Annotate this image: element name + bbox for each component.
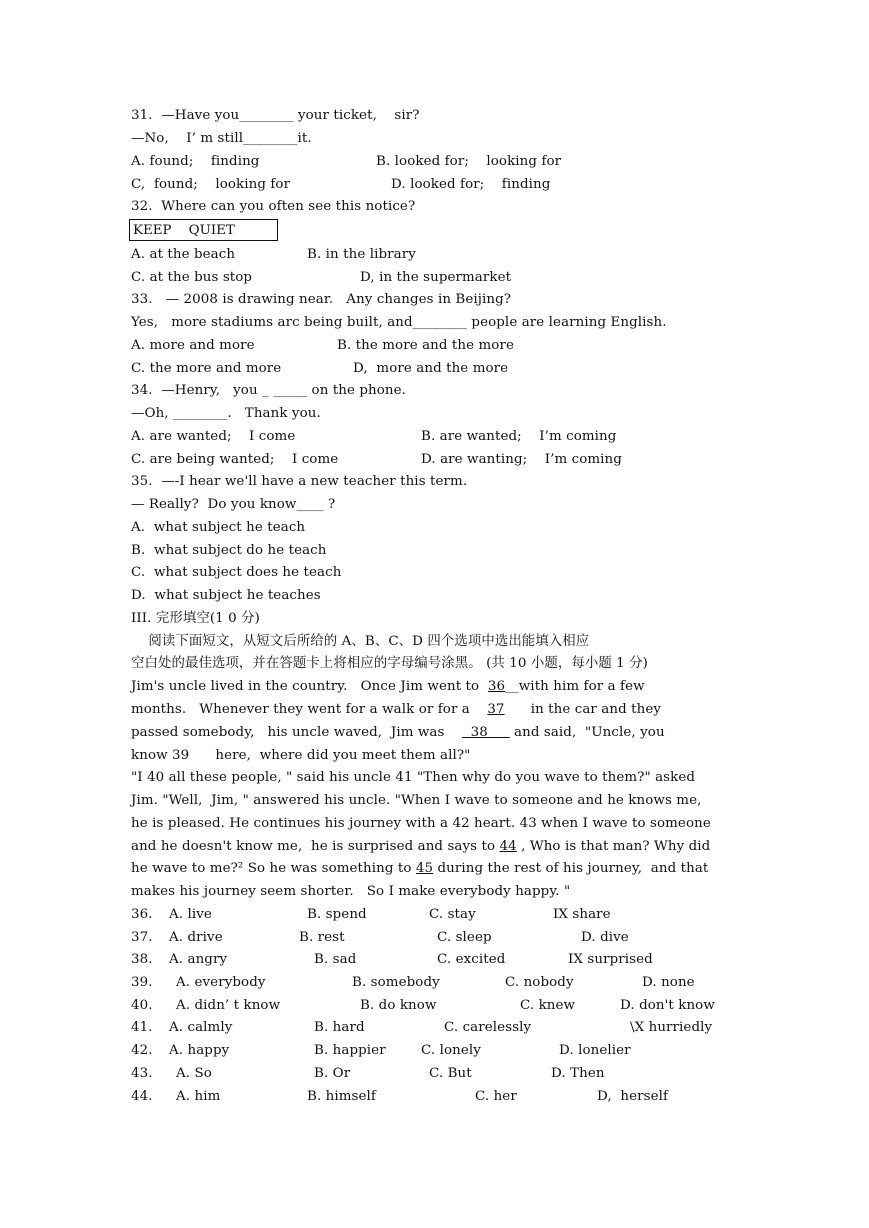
blank-36: 36 bbox=[487, 679, 506, 694]
q34-option-d: D. are wanting; I’m coming bbox=[421, 452, 622, 467]
q33-option-b: B. the more and the more bbox=[337, 338, 514, 353]
q31-reply: —No, I’ m still________it. bbox=[131, 131, 312, 146]
option-a: A. live bbox=[169, 907, 212, 922]
option-c: C. nobody bbox=[505, 975, 574, 990]
passage-text: , Who is that man? Why did bbox=[516, 839, 711, 854]
option-a: A. calmly bbox=[169, 1020, 233, 1035]
notice-text: KEEP QUIET bbox=[133, 223, 235, 238]
q34-option-b: B. are wanted; I’m coming bbox=[421, 429, 617, 444]
option-c: C. But bbox=[429, 1066, 472, 1081]
option-d: \X hurriedly bbox=[630, 1020, 713, 1035]
option-d: D. lonelier bbox=[559, 1043, 631, 1058]
option-b: B. hard bbox=[314, 1020, 365, 1035]
q32-option-c: C. at the bus stop bbox=[131, 270, 253, 285]
option-a: A. everybody bbox=[176, 975, 266, 990]
option-number: 37. bbox=[131, 930, 153, 945]
option-a: A. angry bbox=[169, 952, 228, 967]
option-d: D. none bbox=[642, 975, 695, 990]
passage-line: "I 40 all these people, " said his uncle 41 "Then why do you wave to them?" asked bbox=[131, 770, 696, 785]
q35-option-d: D. what subject he teaches bbox=[131, 588, 321, 603]
option-a: A. drive bbox=[169, 930, 223, 945]
passage-text: months. Whenever they went for a walk or for a bbox=[131, 702, 488, 717]
q34-stem: 34. —Henry, you _ _____ on the phone. bbox=[131, 383, 407, 398]
passage-line bbox=[131, 679, 751, 695]
option-number: 39. bbox=[131, 975, 153, 990]
option-number: 44. bbox=[131, 1089, 153, 1104]
passage-line bbox=[131, 725, 751, 741]
q31-option-b: B. looked for; looking for bbox=[376, 154, 562, 169]
option-b: B. happier bbox=[314, 1043, 386, 1058]
q33-option-c: C. the more and more bbox=[131, 361, 282, 376]
q34-option-a: A. are wanted; I come bbox=[131, 429, 296, 444]
passage-text: during the rest of his journey, and that bbox=[433, 861, 709, 876]
passage-line bbox=[131, 702, 751, 718]
q32-option-a: A. at the beach bbox=[131, 247, 236, 262]
option-d: D, herself bbox=[597, 1089, 669, 1104]
q34-option-c: C. are being wanted; I come bbox=[131, 452, 339, 467]
section-instructions-line2: 空白处的最佳选项，并在答题卡上将相应的字母编号涂黑。 (共 10 小题，每小题 1 分) bbox=[131, 656, 648, 671]
passage-line: he is pleased. He continues his journey with a 42 heart. 43 when I wave to someone bbox=[131, 816, 711, 831]
section-title: III. 完形填空(1 0 分) bbox=[131, 611, 260, 626]
option-b: B. spend bbox=[307, 907, 367, 922]
option-number: 40. bbox=[131, 998, 153, 1013]
blank-45: 45 bbox=[415, 861, 434, 876]
option-b: B. sad bbox=[314, 952, 357, 967]
option-b: B. himself bbox=[307, 1089, 376, 1104]
option-b: B. do know bbox=[360, 998, 437, 1013]
passage-text: he wave to me?² So he was something to bbox=[131, 861, 416, 876]
option-a: A. happy bbox=[169, 1043, 230, 1058]
q35-reply: — Really? Do you know____ ? bbox=[131, 497, 336, 512]
option-row bbox=[131, 1089, 751, 1201]
passage-line: makes his journey seem shorter. So I make everybody happy. " bbox=[131, 884, 571, 899]
option-number: 41. bbox=[131, 1020, 153, 1035]
q31-option-a: A. found; finding bbox=[131, 154, 260, 169]
blank-37: 37 bbox=[487, 702, 505, 717]
option-d: IX share bbox=[553, 907, 611, 922]
option-b: B. Or bbox=[314, 1066, 351, 1081]
q33-option-a: A. more and more bbox=[131, 338, 255, 353]
option-a: A. him bbox=[176, 1089, 221, 1104]
option-c: C. excited bbox=[437, 952, 506, 967]
notice-box bbox=[129, 219, 278, 241]
blank-44: 44 bbox=[499, 839, 517, 854]
option-c: C. sleep bbox=[437, 930, 492, 945]
passage-line: know 39 here, where did you meet them all?" bbox=[131, 748, 471, 763]
option-d: D. Then bbox=[551, 1066, 605, 1081]
option-c: C. her bbox=[475, 1089, 517, 1104]
option-b: B. somebody bbox=[352, 975, 440, 990]
passage-text: Jim's uncle lived in the country. Once Jim went to bbox=[131, 679, 488, 694]
q32-stem: 32. Where can you often see this notice? bbox=[131, 199, 416, 214]
option-number: 43. bbox=[131, 1066, 153, 1081]
q35-option-a: A. what subject he teach bbox=[131, 520, 306, 535]
passage-text: and said, "Uncle, you bbox=[509, 725, 665, 740]
passage-text: passed somebody, his uncle waved, Jim was bbox=[131, 725, 462, 740]
passage-text: in the car and they bbox=[504, 702, 662, 717]
option-a: A. didn’ t know bbox=[176, 998, 281, 1013]
option-c: C. lonely bbox=[421, 1043, 481, 1058]
q31-option-d: D. looked for; finding bbox=[391, 177, 551, 192]
passage-line bbox=[131, 839, 751, 855]
passage-line bbox=[131, 861, 751, 877]
passage-text: and he doesn't know me, he is surprised and says to bbox=[131, 839, 500, 854]
q33-reply: Yes, more stadiums arc being built, and________ people are learning English. bbox=[131, 315, 667, 330]
q31-option-c: C, found; looking for bbox=[131, 177, 291, 192]
option-number: 42. bbox=[131, 1043, 153, 1058]
option-b: B. rest bbox=[299, 930, 345, 945]
option-a: A. So bbox=[176, 1066, 212, 1081]
option-d: IX surprised bbox=[568, 952, 653, 967]
passage-line: Jim. "Well, Jim, " answered his uncle. "When I wave to someone and he knows me, bbox=[131, 793, 702, 808]
option-c: C. knew bbox=[520, 998, 576, 1013]
option-d: D. don't know bbox=[620, 998, 715, 1013]
q33-stem: 33. — 2008 is drawing near. Any changes in Beijing? bbox=[131, 292, 512, 307]
q32-option-b: B. in the library bbox=[307, 247, 416, 262]
section-instructions-line1: 阅读下面短文，从短文后所给的 A、B、C、D 四个选项中选出能填入相应 bbox=[131, 634, 590, 649]
q35-stem: 35. —-I hear we'll have a new teacher this term. bbox=[131, 474, 468, 489]
option-c: C. carelessly bbox=[444, 1020, 532, 1035]
q35-option-c: C. what subject does he teach bbox=[131, 565, 342, 580]
option-number: 38. bbox=[131, 952, 153, 967]
blank-38: 38 bbox=[461, 725, 510, 740]
option-d: D. dive bbox=[581, 930, 629, 945]
q33-option-d: D, more and the more bbox=[353, 361, 509, 376]
q32-option-d: D, in the supermarket bbox=[360, 270, 512, 285]
option-c: C. stay bbox=[429, 907, 476, 922]
option-number: 36. bbox=[131, 907, 153, 922]
q34-reply: —Oh, ________. Thank you. bbox=[131, 406, 321, 421]
q31-stem: 31. —Have you________ your ticket, sir? bbox=[131, 108, 420, 123]
q35-option-b: B. what subject do he teach bbox=[131, 543, 327, 558]
passage-text: __with him for a few bbox=[505, 679, 645, 694]
